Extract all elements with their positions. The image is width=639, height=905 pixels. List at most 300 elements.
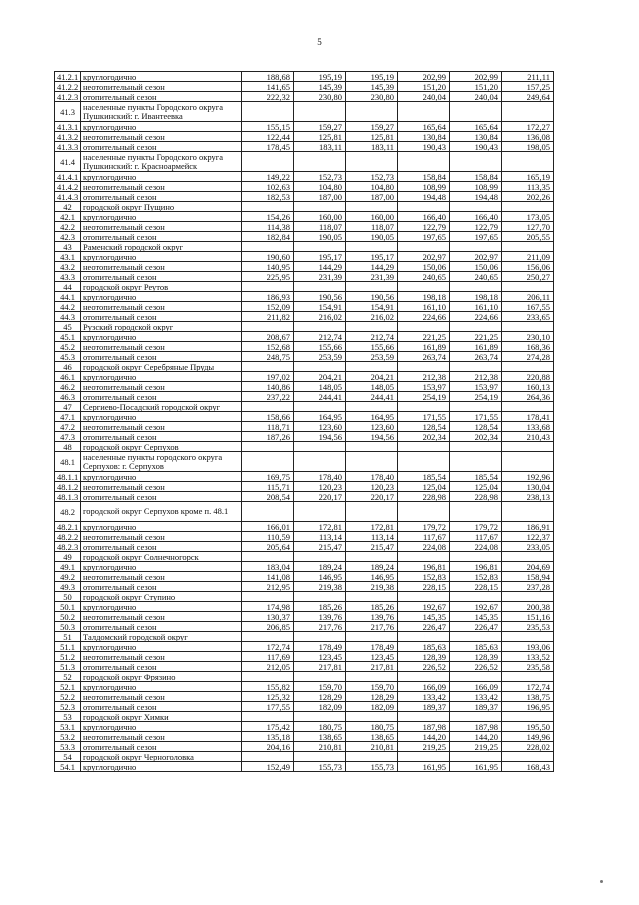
value-cell: 122,44 [242,132,294,142]
value-cell: 151,20 [450,82,502,92]
value-cell: 144,20 [398,732,450,742]
value-cell: 178,40 [346,472,398,482]
value-cell [502,592,554,602]
row-name-cell: отопительный сезон [81,492,242,502]
value-cell [502,632,554,642]
row-number-cell: 48.2.2 [55,532,81,542]
value-cell [398,152,450,172]
value-cell: 161,95 [450,762,502,772]
value-cell: 228,98 [398,492,450,502]
value-cell: 130,37 [242,612,294,622]
row-name-cell: круглогодично [81,212,242,222]
value-cell: 128,39 [450,652,502,662]
value-cell: 182,09 [346,702,398,712]
table-row [55,732,554,742]
value-cell [294,752,346,762]
value-cell: 224,08 [450,542,502,552]
value-cell [346,502,398,522]
value-cell: 228,98 [450,492,502,502]
value-cell: 125,04 [450,482,502,492]
value-cell: 122,37 [502,532,554,542]
row-number-cell: 49 [55,552,81,562]
value-cell [450,362,502,372]
row-name-cell: городской округ Пущино [81,202,242,212]
value-cell: 187,00 [346,192,398,202]
value-cell: 221,25 [398,332,450,342]
value-cell: 254,19 [398,392,450,402]
value-cell: 159,70 [294,682,346,692]
value-cell: 145,39 [294,82,346,92]
value-cell [294,592,346,602]
value-cell: 144,20 [450,732,502,742]
value-cell [242,322,294,332]
value-cell: 204,21 [346,372,398,382]
value-cell: 185,54 [398,472,450,482]
value-cell: 172,81 [294,522,346,532]
row-number-cell: 49.1 [55,562,81,572]
value-cell: 125,04 [398,482,450,492]
value-cell: 211,82 [242,312,294,322]
value-cell: 187,98 [450,722,502,732]
table-row [55,252,554,262]
row-name-cell: круглогодично [81,472,242,482]
value-cell: 233,65 [502,312,554,322]
value-cell: 118,07 [346,222,398,232]
value-cell: 212,95 [242,582,294,592]
value-cell [398,592,450,602]
value-cell: 158,66 [242,412,294,422]
value-cell: 125,81 [294,132,346,142]
value-cell: 205,55 [502,232,554,242]
value-cell: 164,95 [346,412,398,422]
table-row [55,292,554,302]
value-cell: 194,48 [450,192,502,202]
value-cell: 197,65 [450,232,502,242]
value-cell: 166,09 [450,682,502,692]
row-number-cell: 42.1 [55,212,81,222]
table-row [55,592,554,602]
value-cell [242,242,294,252]
value-cell: 224,66 [450,312,502,322]
value-cell: 123,60 [346,422,398,432]
value-cell: 154,91 [346,302,398,312]
table-row [55,72,554,82]
row-number-cell: 47 [55,402,81,412]
value-cell [502,672,554,682]
value-cell [242,752,294,762]
table-row [55,192,554,202]
table-row [55,682,554,692]
row-name-cell: неотопительный сезон [81,732,242,742]
value-cell [242,552,294,562]
row-name-cell: круглогодично [81,722,242,732]
row-name-cell: неотопительный сезон [81,82,242,92]
value-cell: 264,36 [502,392,554,402]
value-cell: 225,95 [242,272,294,282]
value-cell [502,202,554,212]
value-cell: 240,04 [398,92,450,102]
row-number-cell: 53.3 [55,742,81,752]
value-cell: 197,02 [242,372,294,382]
row-number-cell: 48.1.2 [55,482,81,492]
row-name-cell: отопительный сезон [81,742,242,752]
value-cell: 104,80 [346,182,398,192]
value-cell: 228,15 [450,582,502,592]
value-cell: 221,25 [450,332,502,342]
value-cell: 130,04 [502,482,554,492]
value-cell [502,452,554,472]
value-cell: 183,04 [242,562,294,572]
table-row [55,622,554,632]
value-cell: 117,67 [398,532,450,542]
value-cell [294,202,346,212]
value-cell: 138,65 [346,732,398,742]
value-cell: 167,55 [502,302,554,312]
row-name-cell: неотопительный сезон [81,422,242,432]
value-cell: 155,15 [242,122,294,132]
row-number-cell: 47.2 [55,422,81,432]
value-cell: 173,05 [502,212,554,222]
value-cell: 168,43 [502,762,554,772]
value-cell [242,712,294,722]
value-cell: 235,58 [502,662,554,672]
row-name-cell: круглогодично [81,522,242,532]
table-row [55,602,554,612]
value-cell [294,712,346,722]
table-row [55,122,554,132]
row-name-cell: неотопительный сезон [81,182,242,192]
value-cell: 198,18 [398,292,450,302]
value-cell: 215,47 [294,542,346,552]
value-cell: 108,99 [398,182,450,192]
value-cell [450,442,502,452]
value-cell: 189,37 [398,702,450,712]
row-number-cell: 54 [55,752,81,762]
value-cell [450,102,502,122]
table-row [55,522,554,532]
value-cell: 145,35 [450,612,502,622]
row-number-cell: 41.3.3 [55,142,81,152]
row-number-cell: 41.3 [55,102,81,122]
row-number-cell: 44.2 [55,302,81,312]
value-cell [346,452,398,472]
value-cell: 253,59 [294,352,346,362]
row-name-cell: отопительный сезон [81,272,242,282]
value-cell [398,202,450,212]
value-cell: 186,91 [502,522,554,532]
value-cell: 183,11 [346,142,398,152]
value-cell [450,322,502,332]
table-row [55,662,554,672]
value-cell [398,242,450,252]
value-cell: 160,13 [502,382,554,392]
value-cell: 249,64 [502,92,554,102]
value-cell: 178,40 [294,472,346,482]
table-row [55,262,554,272]
row-number-cell: 42 [55,202,81,212]
row-name-cell: городской округ Солнечногорск [81,552,242,562]
value-cell: 200,38 [502,602,554,612]
value-cell: 118,07 [294,222,346,232]
value-cell [398,752,450,762]
value-cell: 172,27 [502,122,554,132]
table-row [55,302,554,312]
value-cell: 230,80 [346,92,398,102]
value-cell: 211,09 [502,252,554,262]
value-cell [398,672,450,682]
value-cell: 123,45 [294,652,346,662]
value-cell: 133,42 [450,692,502,702]
row-name-cell: отопительный сезон [81,142,242,152]
value-cell: 177,55 [242,702,294,712]
row-number-cell: 50 [55,592,81,602]
value-cell [502,752,554,762]
value-cell: 161,95 [398,762,450,772]
table-row [55,542,554,552]
table-row [55,392,554,402]
value-cell: 228,02 [502,742,554,752]
value-cell: 193,06 [502,642,554,652]
value-cell: 174,98 [242,602,294,612]
row-name-cell: неотопительный сезон [81,692,242,702]
row-name-cell: неотопительный сезон [81,612,242,622]
row-name-cell: Раменский городской округ [81,242,242,252]
value-cell: 149,22 [242,172,294,182]
value-cell: 165,64 [450,122,502,132]
row-number-cell: 53 [55,712,81,722]
value-cell: 130,84 [450,132,502,142]
table-row [55,242,554,252]
value-cell [294,242,346,252]
value-cell: 110,59 [242,532,294,542]
value-cell: 120,23 [346,482,398,492]
value-cell: 175,42 [242,722,294,732]
value-cell: 192,67 [398,602,450,612]
value-cell: 152,83 [398,572,450,582]
row-name-cell: отопительный сезон [81,542,242,552]
table-row [55,92,554,102]
value-cell: 122,79 [450,222,502,232]
value-cell: 117,67 [450,532,502,542]
value-cell: 202,97 [450,252,502,262]
row-number-cell: 47.1 [55,412,81,422]
row-name-cell: круглогодично [81,762,242,772]
value-cell: 152,83 [450,572,502,582]
row-name-cell: круглогодично [81,682,242,692]
value-cell [450,242,502,252]
table-row [55,432,554,442]
value-cell [294,402,346,412]
row-name-cell: неотопительный сезон [81,652,242,662]
table-row [55,652,554,662]
value-cell: 211,11 [502,72,554,82]
value-cell: 168,36 [502,342,554,352]
value-cell [502,282,554,292]
value-cell [502,322,554,332]
value-cell: 190,43 [398,142,450,152]
value-cell: 179,72 [450,522,502,532]
value-cell: 122,79 [398,222,450,232]
value-cell [242,362,294,372]
value-cell: 204,16 [242,742,294,752]
row-name-cell: круглогодично [81,252,242,262]
row-number-cell: 50.2 [55,612,81,622]
row-number-cell: 49.2 [55,572,81,582]
row-number-cell: 41.2.3 [55,92,81,102]
row-name-cell: городской округ Реутов [81,282,242,292]
value-cell: 145,39 [346,82,398,92]
row-name-cell: неотопительный сезон [81,572,242,582]
row-number-cell: 46.1 [55,372,81,382]
row-name-cell: круглогодично [81,172,242,182]
value-cell: 141,08 [242,572,294,582]
value-cell: 154,26 [242,212,294,222]
value-cell: 244,41 [346,392,398,402]
value-cell: 253,59 [346,352,398,362]
table-row [55,492,554,502]
row-number-cell: 51.2 [55,652,81,662]
value-cell: 219,25 [450,742,502,752]
value-cell: 140,95 [242,262,294,272]
value-cell [502,552,554,562]
value-cell: 238,13 [502,492,554,502]
value-cell: 158,84 [450,172,502,182]
row-name-cell: неотопительный сезон [81,482,242,492]
value-cell: 102,63 [242,182,294,192]
value-cell [398,322,450,332]
value-cell: 128,29 [346,692,398,702]
value-cell: 138,75 [502,692,554,702]
row-name-cell: отопительный сезон [81,702,242,712]
value-cell: 230,10 [502,332,554,342]
value-cell [502,502,554,522]
row-number-cell: 48.1.1 [55,472,81,482]
row-name-cell: Рузский городской округ [81,322,242,332]
row-name-cell: отопительный сезон [81,392,242,402]
value-cell [242,592,294,602]
row-name-cell: неотопительный сезон [81,382,242,392]
value-cell: 117,69 [242,652,294,662]
table-row [55,572,554,582]
value-cell [294,672,346,682]
value-cell [242,442,294,452]
row-number-cell: 41.2.2 [55,82,81,92]
value-cell: 104,80 [294,182,346,192]
value-cell: 204,69 [502,562,554,572]
value-cell: 113,14 [294,532,346,542]
row-number-cell: 50.3 [55,622,81,632]
row-number-cell: 42.3 [55,232,81,242]
value-cell: 204,21 [294,372,346,382]
value-cell: 171,55 [398,412,450,422]
value-cell: 240,65 [398,272,450,282]
value-cell: 150,06 [398,262,450,272]
value-cell: 219,38 [294,582,346,592]
value-cell: 274,28 [502,352,554,362]
value-cell: 154,91 [294,302,346,312]
value-cell: 128,39 [398,652,450,662]
value-cell: 152,73 [346,172,398,182]
value-cell: 192,96 [502,472,554,482]
value-cell [346,102,398,122]
value-cell: 189,24 [294,562,346,572]
row-name-cell: городской округ Черноголовка [81,752,242,762]
value-cell: 144,29 [294,262,346,272]
value-cell: 166,09 [398,682,450,692]
table-row [55,672,554,682]
value-cell: 135,18 [242,732,294,742]
row-name-cell: круглогодично [81,412,242,422]
value-cell: 133,68 [502,422,554,432]
row-name-cell: населенные пункты Городского округа Пушкинский: г. Красноармейск [81,152,242,172]
value-cell [450,672,502,682]
row-number-cell: 48 [55,442,81,452]
table-row [55,182,554,192]
value-cell: 120,23 [294,482,346,492]
value-cell [294,452,346,472]
value-cell [346,152,398,172]
value-cell [346,322,398,332]
table-row [55,472,554,482]
value-cell: 192,67 [450,602,502,612]
table-row [55,712,554,722]
row-number-cell: 44.3 [55,312,81,322]
row-number-cell: 50.1 [55,602,81,612]
row-name-cell: неотопительный сезон [81,302,242,312]
value-cell: 127,70 [502,222,554,232]
value-cell: 195,19 [294,72,346,82]
row-number-cell: 46.3 [55,392,81,402]
row-name-cell: городской округ Серебряные Пруды [81,362,242,372]
value-cell: 189,37 [450,702,502,712]
table-row [55,212,554,222]
row-name-cell: неотопительный сезон [81,532,242,542]
value-cell [242,672,294,682]
value-cell [398,102,450,122]
value-cell: 188,68 [242,72,294,82]
value-cell: 108,99 [450,182,502,192]
value-cell: 185,54 [450,472,502,482]
value-cell: 113,35 [502,182,554,192]
value-cell: 159,27 [294,122,346,132]
value-cell: 166,01 [242,522,294,532]
value-cell: 118,71 [242,422,294,432]
value-cell: 165,64 [398,122,450,132]
table-row [55,502,554,522]
value-cell: 178,49 [294,642,346,652]
table-row [55,352,554,362]
row-name-cell: городской округ Химки [81,712,242,722]
value-cell: 195,17 [294,252,346,262]
value-cell: 178,45 [242,142,294,152]
page-number: 5 [317,37,322,47]
row-name-cell: отопительный сезон [81,92,242,102]
value-cell: 226,47 [450,622,502,632]
value-cell: 217,76 [294,622,346,632]
value-cell: 212,38 [398,372,450,382]
value-cell: 231,39 [346,272,398,282]
value-cell [242,102,294,122]
value-cell: 196,81 [450,562,502,572]
value-cell: 226,47 [398,622,450,632]
value-cell: 210,43 [502,432,554,442]
value-cell: 217,81 [294,662,346,672]
table-row [55,282,554,292]
value-cell [450,202,502,212]
value-cell: 187,00 [294,192,346,202]
value-cell: 128,29 [294,692,346,702]
value-cell: 202,99 [450,72,502,82]
